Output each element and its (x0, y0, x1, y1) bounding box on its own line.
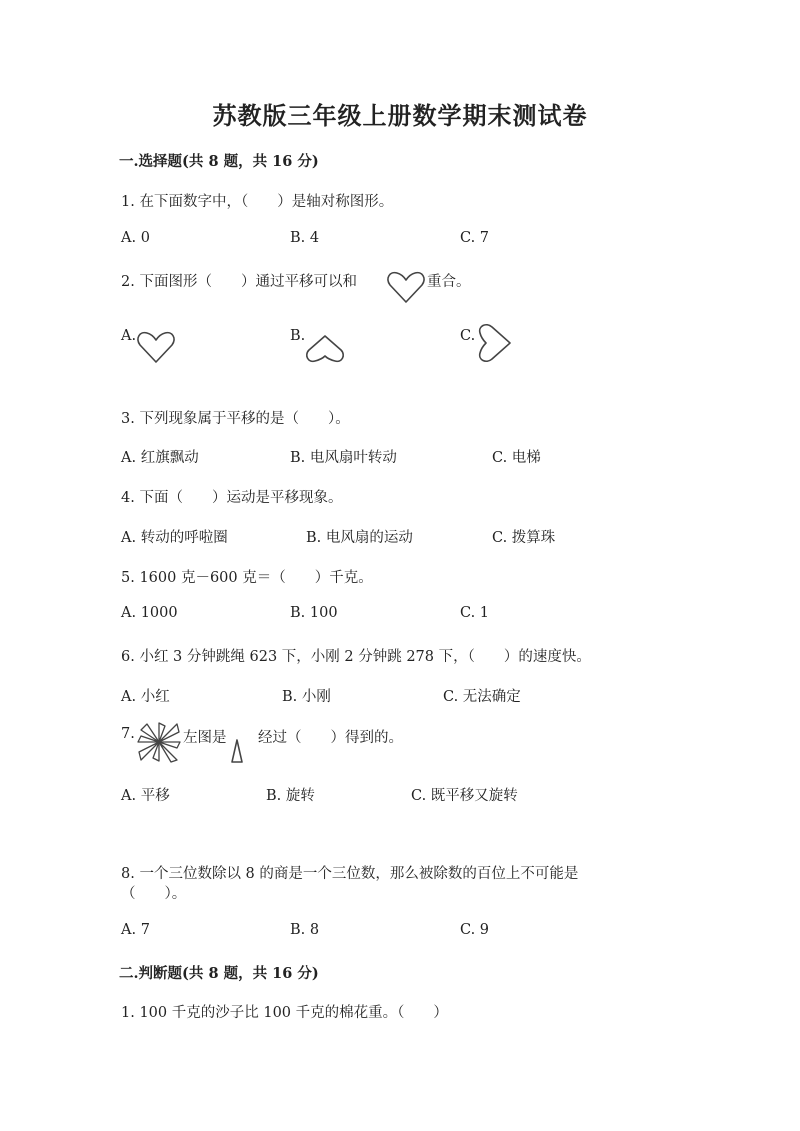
q5-option-a: A. 1000 (121, 605, 178, 621)
q5-option-b: B. 100 (290, 605, 338, 621)
q1-option-c: C. 7 (460, 230, 490, 246)
q3-option-c: C. 电梯 (492, 450, 541, 466)
triangle-icon (229, 738, 245, 764)
q2-option-c: C. (460, 328, 476, 344)
q6-option-c: C. 无法确定 (443, 689, 521, 705)
q4-option-b: B. 电风扇的运动 (306, 530, 413, 546)
section2-header: 二.判断题(共 8 题，共 16 分) (119, 965, 319, 982)
question-8-line1: 8. 一个三位数除以 8 的商是一个三位数，那么被除数的百位上不可能是 (121, 866, 579, 882)
question-5: 5. 1600 克－600 克＝（ ）千克。 (121, 570, 373, 586)
section1-header: 一.选择题(共 8 题，共 16 分) (119, 153, 319, 170)
question-2-end: 重合。 (427, 274, 471, 290)
question-1: 1. 在下面数字中，（ ）是轴对称图形。 (121, 194, 394, 210)
q1-option-a: A. 0 (121, 230, 150, 246)
q6-option-b: B. 小刚 (282, 689, 331, 705)
q7-option-b: B. 旋转 (266, 788, 315, 804)
heart-icon (472, 322, 512, 364)
q8-option-b: B. 8 (290, 922, 320, 938)
question-2-start: 2. 下面图形（ ）通过平移可以和 (121, 274, 357, 290)
q3-option-b: B. 电风扇叶转动 (290, 450, 397, 466)
heart-icon (136, 330, 176, 364)
question-8-line2: （ ）。 (121, 886, 187, 902)
question-6: 6. 小红 3 分钟跳绳 623 下，小刚 2 分钟跳 278 下，（ ）的速度快。 (121, 649, 591, 665)
heart-icon (386, 270, 426, 304)
section2-question-1: 1. 100 千克的沙子比 100 千克的棉花重。（ ） (121, 1005, 448, 1021)
q7-option-a: A. 平移 (121, 788, 170, 804)
q7-option-c: C. 既平移又旋转 (411, 788, 518, 804)
pinwheel-icon (137, 722, 181, 762)
q6-option-a: A. 小红 (121, 689, 170, 705)
q4-option-c: C. 拨算珠 (492, 530, 556, 546)
page-title: 苏教版三年级上册数学期末测试卷 (212, 101, 588, 130)
q1-option-b: B. 4 (290, 230, 320, 246)
q2-option-b: B. (290, 328, 306, 344)
q3-option-a: A. 红旗飘动 (121, 450, 199, 466)
q5-option-c: C. 1 (460, 605, 490, 621)
q2-option-a: A. (121, 328, 137, 344)
question-7-text: 左图是 (183, 730, 227, 746)
question-3: 3. 下列现象属于平移的是（ ）。 (121, 411, 350, 427)
question-4: 4. 下面（ ）运动是平移现象。 (121, 490, 343, 506)
q8-option-a: A. 7 (121, 922, 150, 938)
q8-option-c: C. 9 (460, 922, 490, 938)
q4-option-a: A. 转动的呼啦圈 (121, 530, 228, 546)
question-7-end: 经过（ ）得到的。 (258, 730, 403, 746)
heart-icon (304, 334, 346, 364)
question-7-number: 7. (121, 726, 135, 742)
